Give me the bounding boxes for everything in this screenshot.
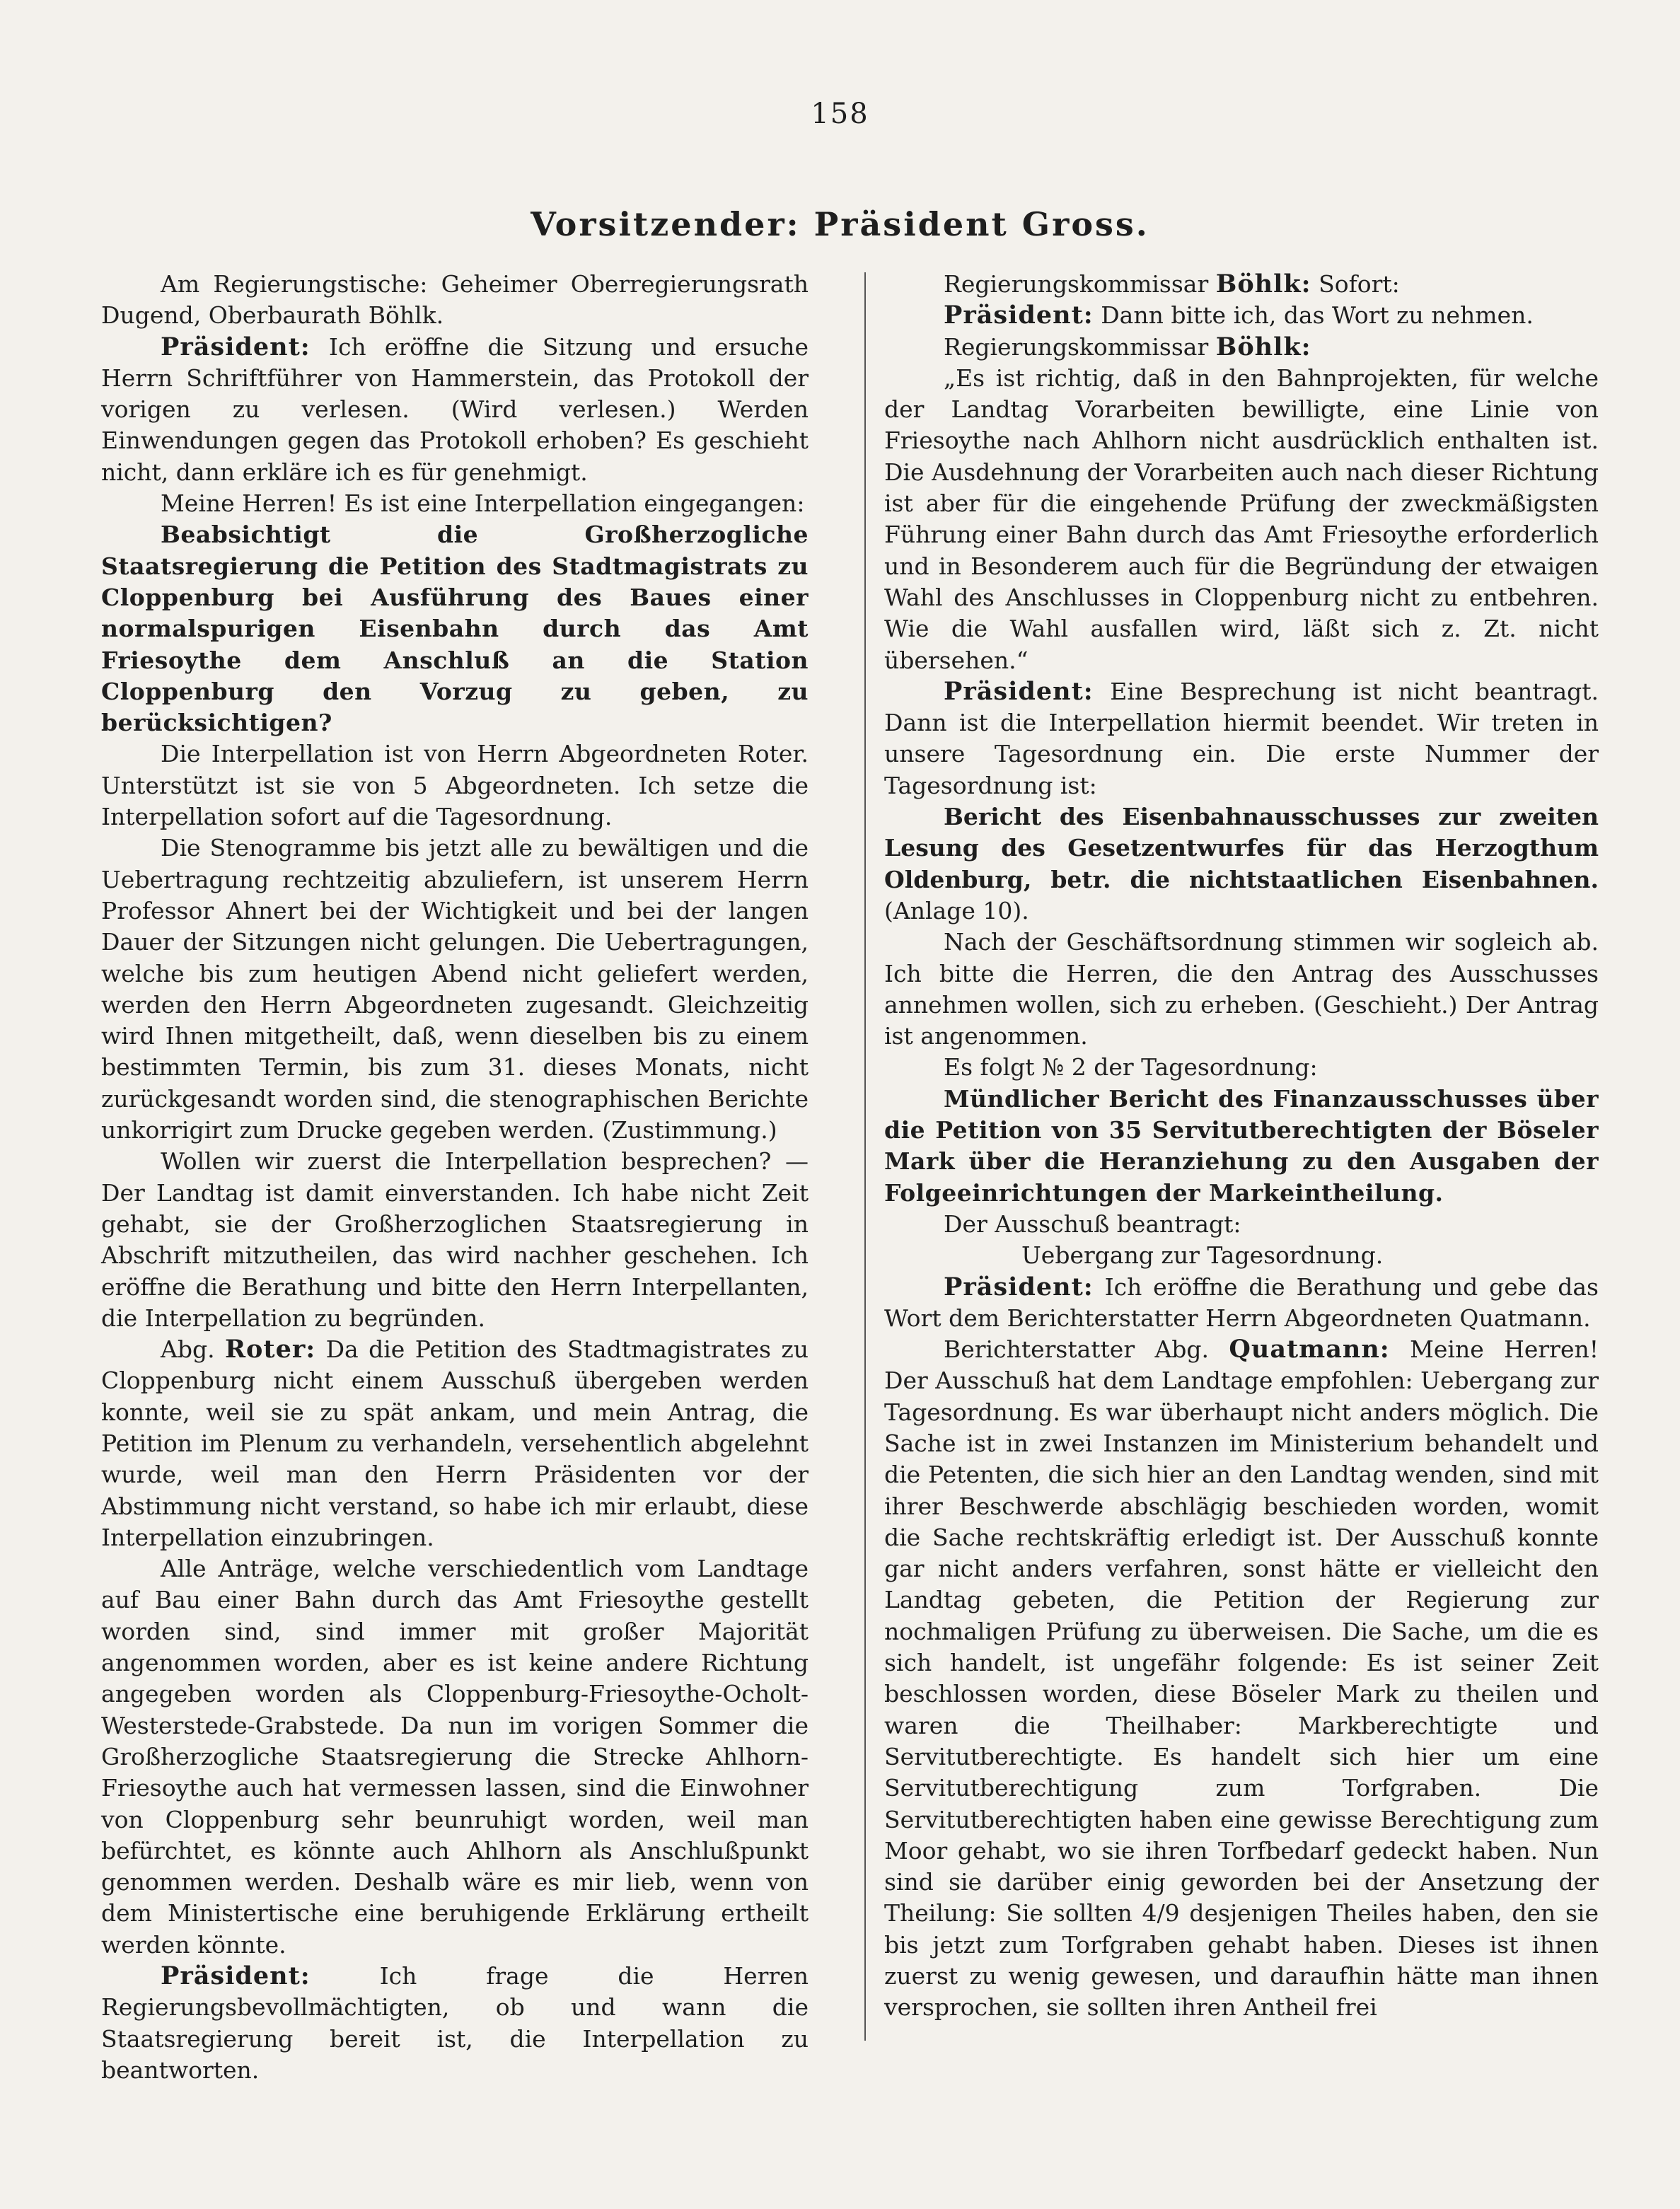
paragraph bbox=[101, 332, 809, 488]
paragraph-text: Ich eröffne die Sitzung und ersuche Herrn Schriftführer von Hammerstein, das Protokoll der vorigen zu verlesen. (Wird verlesen.) Werden Einwendungen gegen das Protokoll erhoben? Es geschieht nicht, dann erkläre ich es für genehmigt. bbox=[101, 332, 809, 486]
paragraph bbox=[884, 332, 1599, 363]
speaker-name: Präsident: bbox=[944, 301, 1094, 330]
speaker-name: Präsident: bbox=[161, 332, 311, 361]
speaker-name: Präsident: bbox=[944, 1272, 1094, 1301]
paragraph bbox=[884, 300, 1599, 331]
paragraph-text: Ich frage die Herren Regierungsbevollmächtigten, ob und wann die Staatsregierung bereit ist, die Interpellation zu beantworten. bbox=[101, 1962, 809, 2084]
paragraph-text: Meine Herren! Der Ausschuß hat dem Landtage empfohlen: Uebergang zur Tagesordnung. Es war überhaupt nicht anders möglich. Die Sache ist in zwei Instanzen im Ministerium behandelt und die Petenten, die sich hier an den Landtag wenden, sind mit ihrer Beschwerde abschlägig beschieden worden, womit die Sache rechtskräftig erledigt ist. Der Ausschuß konnte gar nicht anders verfahren, sonst hätte er vielleicht den Landtag gebeten, die Petition der Regierung zur nochmaligen Prüfung zu überweisen. Die Sache, um die es sich handelt, ist ungefähr folgende: Es ist seiner Zeit beschlossen worden, diese Böseler Mark zu theilen und waren die Theilhaber: Markberechtigte und Servitutberechtigte. Es handelt sich hier um eine Servitutberechtigung zum Torfgraben. Die Servitutberechtigten haben eine gewisse Berechtigung zum Moor gehabt, wo sie ihren Torfbedarf gedeckt haben. Nun sind sie darüber einig geworden bei der Ansetzung der Theilung: Sie sollten 4/9 desjenigen Theiles haben, den sie bis jetzt zum Torfgraben gehabt haben. Dieses ist ihnen zuerst zu wenig gewesen, und daraufhin hätte man ihnen versprochen, sie sollten ihren Antheil frei bbox=[884, 1335, 1599, 2022]
interpellation-text: Beabsichtigt die Großherzogliche Staatsregierung die Petition des Stadtmagistrats zu Cloppenburg bei Ausführung des Baues einer normalspurigen Eisenbahn durch das Amt Friesoythe dem Anschluß an die Station Cloppenburg den Vorzug zu geben, zu berücksichtigen? bbox=[101, 521, 809, 737]
paragraph: Nach der Geschäftsordnung stimmen wir sogleich ab. Ich bitte die Herren, die den Antrag des Ausschusses annehmen wollen, sich zu erheben. (Geschieht.) Der Antrag ist angenommen. bbox=[884, 928, 1599, 1050]
paragraph: Alle Anträge, welche verschiedentlich vom Landtage auf Bau einer Bahn durch das Amt Friesoythe gestellt worden sind, sind immer mit großer Majorität angenommen worden, aber es ist keine andere Richtung angegeben worden als Cloppenburg-Friesoythe-Ocholt-Westerstede-Grabstede. Da nun im vorigen Sommer die Großherzogliche Staatsregierung die Strecke Ahlhorn-Friesoythe auch hat vermessen lassen, sind die Einwohner von Cloppenburg sehr beunruhigt worden, weil man befürchtet, es könnte auch Ahlhorn als Anschlußpunkt genommen werden. Deshalb wäre es mir lieb, wenn von dem Ministertische eine beruhigende Erklärung ertheilt werden könnte. bbox=[101, 1555, 809, 1959]
column-divider bbox=[864, 272, 866, 2041]
paragraph bbox=[884, 1272, 1599, 1335]
speaker-name: Böhlk: bbox=[1215, 269, 1311, 298]
paragraph bbox=[884, 1334, 1599, 2024]
left-column bbox=[101, 269, 809, 2086]
paragraph: Es folgt № 2 der Tagesordnung: bbox=[944, 1053, 1318, 1082]
paragraph-text: Sofort: bbox=[1319, 270, 1400, 298]
motion-text: Uebergang zur Tagesordnung. bbox=[1021, 1241, 1384, 1270]
paragraph: Die Interpellation ist von Herrn Abgeordneten Roter. Unterstützt ist sie von 5 Abgeordneten. Ich setze die Interpellation sofort auf die Tagesordnung. bbox=[101, 740, 809, 831]
paragraph: Meine Herren! Es ist eine Interpellation eingegangen: bbox=[161, 489, 805, 518]
speaker-name: Böhlk: bbox=[1215, 332, 1311, 361]
speaker-name: Präsident: bbox=[161, 1961, 311, 1991]
paragraph-text: Dann bitte ich, das Wort zu nehmen. bbox=[1101, 301, 1534, 330]
paragraph bbox=[884, 676, 1599, 801]
paragraph: Der Ausschuß beantragt: bbox=[944, 1210, 1241, 1238]
paragraph: Am Regierungstische: Geheimer Oberregierungsrath Dugend, Oberbaurath Böhlk. bbox=[101, 270, 809, 330]
speaker-name: Quatmann: bbox=[1229, 1335, 1390, 1364]
agenda-item-suffix: (Anlage 10). bbox=[884, 896, 1029, 924]
session-header: Vorsitzender: Präsident Gross. bbox=[531, 205, 1149, 243]
speaker-prefix: Berichterstatter Abg. bbox=[944, 1335, 1210, 1364]
paragraph: Wollen wir zuerst die Interpellation besprechen? — Der Landtag ist damit einverstanden. Ich habe nicht Zeit gehabt, sie der Großherzoglichen Staatsregierung in Abschrift mitzutheilen, das wird nachher geschehen. Ich eröffne die Berathung und bitte den Herrn Interpellanten, die Interpellation zu begründen. bbox=[101, 1147, 809, 1332]
paragraph-text: Ich eröffne die Berathung und gebe das Wort dem Berichterstatter Herrn Abgeordneten Quatmann. bbox=[884, 1272, 1599, 1332]
paragraph bbox=[884, 269, 1599, 300]
paragraph-text: Eine Besprechung ist nicht beantragt. Dann ist die Interpellation hiermit beendet. Wir treten in unsere Tagesordnung ein. Die erste Nummer der Tagesordnung ist: bbox=[884, 677, 1599, 799]
speaker-prefix: Abg. bbox=[161, 1335, 215, 1364]
speaker-name: Präsident: bbox=[944, 676, 1094, 706]
speaker-prefix: Regierungskommissar bbox=[944, 332, 1209, 361]
speaker-name: Roter: bbox=[224, 1335, 316, 1364]
agenda-item bbox=[884, 801, 1599, 927]
quoted-statement: „Es ist richtig, daß in den Bahnprojekten, für welche der Landtag Vorarbeiten bewilligte, eine Linie von Friesoythe nach Ahlhorn nicht ausdrücklich enthalten ist. Die Ausdehnung der Vorarbeiten auch nach dieser Richtung ist aber für die eingehende Prüfung der zweckmäßigsten Führung einer Bahn durch das Amt Friesoythe erforderlich und in Besonderem auch für die Begründung der etwaigen Wahl des Anschlusses in Cloppenburg nicht zu entbehren. Wie die Wahl ausfallen wird, läßt sich z. Zt. nicht übersehen.“ bbox=[884, 364, 1599, 674]
page-number: 158 bbox=[811, 98, 869, 130]
agenda-item-title: Mündlicher Bericht des Finanzausschusses über die Petition von 35 Servitutberechtigten der Böseler Mark über die Heranziehung zu den Ausgaben der Folgeeinrichtungen der Markeintheilung. bbox=[884, 1084, 1599, 1207]
paragraph bbox=[101, 1334, 809, 1553]
speaker-prefix: Regierungskommissar bbox=[944, 270, 1209, 298]
agenda-item-title: Bericht des Eisenbahnausschusses zur zweiten Lesung des Gesetzentwurfes für das Herzogthum Oldenburg, betr. die nichtstaatlichen Eisenbahnen. bbox=[884, 803, 1599, 893]
paragraph bbox=[101, 1961, 809, 2086]
right-column bbox=[884, 269, 1599, 2024]
paragraph-text: Da die Petition des Stadtmagistrates zu Cloppenburg nicht einem Ausschuß übergeben werden konnte, weil sie zu spät ankam, und mein Antrag, die Petition im Plenum zu verhandeln, versehentlich abgelehnt wurde, weil man den Herrn Präsidenten vor der Abstimmung nicht verstand, so habe ich mir erlaubt, diese Interpellation einzubringen. bbox=[101, 1335, 809, 1551]
paragraph: Die Stenogramme bis jetzt alle zu bewältigen und die Uebertragung rechtzeitig abzuliefern, ist unserem Herrn Professor Ahnert bei der Wichtigkeit und bei der langen Dauer der Sitzungen nicht gelungen. Die Uebertragungen, welche bis zum heutigen Abend nicht geliefert werden, werden den Herrn Abgeordneten zugesandt. Gleichzeitig wird Ihnen mitgetheilt, daß, wenn dieselben bis zu einem bestimmten Termin, bis zum 31. dieses Monats, nicht zurückgesandt worden sind, die stenographischen Berichte unkorrigirt zum Drucke gegeben werden. (Zustimmung.) bbox=[101, 834, 809, 1144]
